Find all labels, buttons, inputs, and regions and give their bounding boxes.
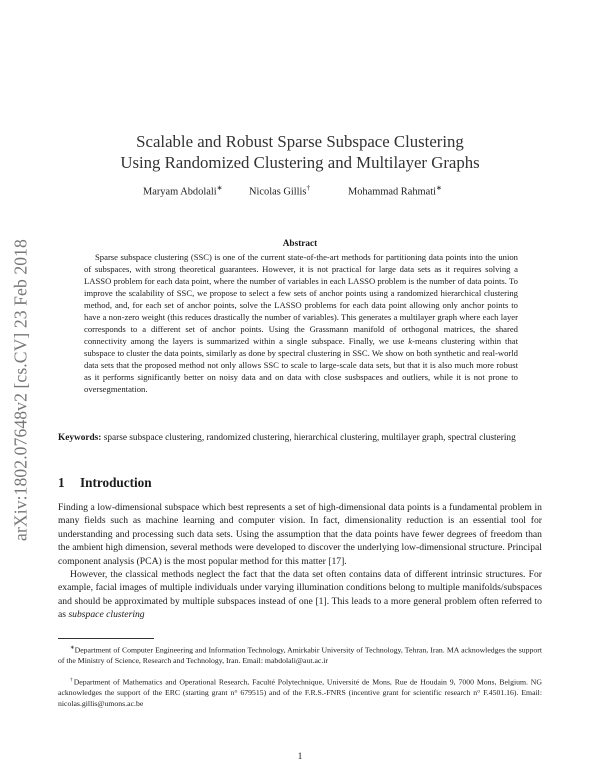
paragraph-1: Finding a low-dimensional subspace which best represents a set of high-dimensional data points is a fundamental problem in many fields such as machine learning and computer vision. In fact, dimensionality reduction is an essential tool for understanding and processing such data sets. Using the assumption that the data points have fewer degrees of freedom than the ambient high dimension, several methods were developed to discover the underlying low-dimensional structure. Principal component analysis (PCA) is the most popular method for this matter [17]. <box>58 502 542 567</box>
author-mark: ∗ <box>436 184 442 192</box>
footnote-mark: † <box>70 677 74 683</box>
paragraph-2 <box>58 568 542 622</box>
keywords <box>58 432 542 445</box>
arxiv-identifier: arXiv:1802.07648v2 [cs.CV] 23 Feb 2018 <box>10 239 31 541</box>
abstract-heading: Abstract <box>282 239 318 249</box>
section-title: Introduction <box>80 475 152 490</box>
abstract-k-symbol: k <box>408 336 413 346</box>
author-list <box>0 184 600 204</box>
title-line-2: Using Randomized Clustering and Multilayer Graphs <box>120 153 480 172</box>
abstract-text-part-2: -means clustering within that subspace to cluster the data points, similarly as done by spectral clustering in SSC. We show on both synthetic and real-world data sets that the proposed method not only allows SSC to scale to large-scale data sets, but that it is also much more robust as it performs significantly better on noisy data and on data with close susbspaces and outliers, while it is not prone to oversegmentation. <box>84 336 518 394</box>
paragraph-2-text: However, the classical methods neglect the fact that the data set often contains data of different intrinsic structures. For example, facial images of multiple individuals under varying illumination conditions belong to multiple manifolds/subspaces and should be approximated by multiple subspaces instead of one [1]. This leads to a more general problem often referred to as <box>58 569 542 621</box>
abstract-body <box>84 251 518 395</box>
author-2 <box>249 184 310 197</box>
footnote-text: Department of Mathematics and Operational Research, Faculté Polytechnique, Université de Mons, Rue de Houdain 9, 7000 Mons, Belgium. NG acknowledges the support of the ERC (starting grant n° 679515) and of the F.R.S.-FNRS (incentive grant for scientific research n° F.4501.16). Email: nicolas.gillis@umons.ac.be <box>58 677 542 708</box>
title-line-1: Scalable and Robust Sparse Subspace Clustering <box>136 132 464 151</box>
keywords-text: sparse subspace clustering, randomized clustering, hierarchical clustering, multilayer graph, spectral clustering <box>101 433 516 443</box>
section-heading <box>58 475 152 491</box>
author-1 <box>143 184 222 197</box>
author-3 <box>348 184 442 197</box>
abstract-text-part-1: Sparse subspace clustering (SSC) is one of the current state-of-the-art methods for partitioning data points into the union of subspaces, with strong theoretical guarantees. However, it is not practical for large data sets as it requires solving a LASSO problem for each data point, where the number of variables in each LASSO problem is the number of data points. To improve the scalability of SSC, we propose to select a few sets of anchor points using a randomized hierarchical clustering method, and, for each set of anchor points, solve the LASSO problems for each data point allowing only anchor points to have a non-zero weight (this reduces drastically the number of variables). This generates a multilayer graph where each layer corresponds to a different set of anchor points. Using the Grassmann manifold of orthogonal matrices, the shared connectivity among the layers is summarized within a single subspace. Finally, we use <box>84 252 518 346</box>
section-number: 1 <box>58 475 65 490</box>
footnote-text: Department of Computer Engineering and Information Technology, Amirkabir University of Technology, Tehran, Iran. MA acknowledges the support of the Ministry of Science, Research and Technology, Iran. Email: mabdolali@aut.ac.ir <box>58 645 542 666</box>
author-mark: † <box>306 184 310 192</box>
author-name: Maryam Abdolali <box>143 186 217 198</box>
footnote-rule <box>58 638 154 639</box>
keywords-label: Keywords: <box>58 433 102 443</box>
page-number: 1 <box>297 752 303 762</box>
paragraph-2-italic: subspace clustering <box>68 609 145 621</box>
arxiv-stamp <box>6 200 36 580</box>
footnote-mark: ∗ <box>70 645 75 651</box>
author-name: Nicolas Gillis <box>249 186 307 198</box>
footnote-1 <box>58 643 542 667</box>
author-mark: ∗ <box>216 184 223 192</box>
author-name: Mohammad Rahmati <box>348 186 437 198</box>
footnote-2 <box>58 675 542 709</box>
paper-title <box>0 131 600 173</box>
